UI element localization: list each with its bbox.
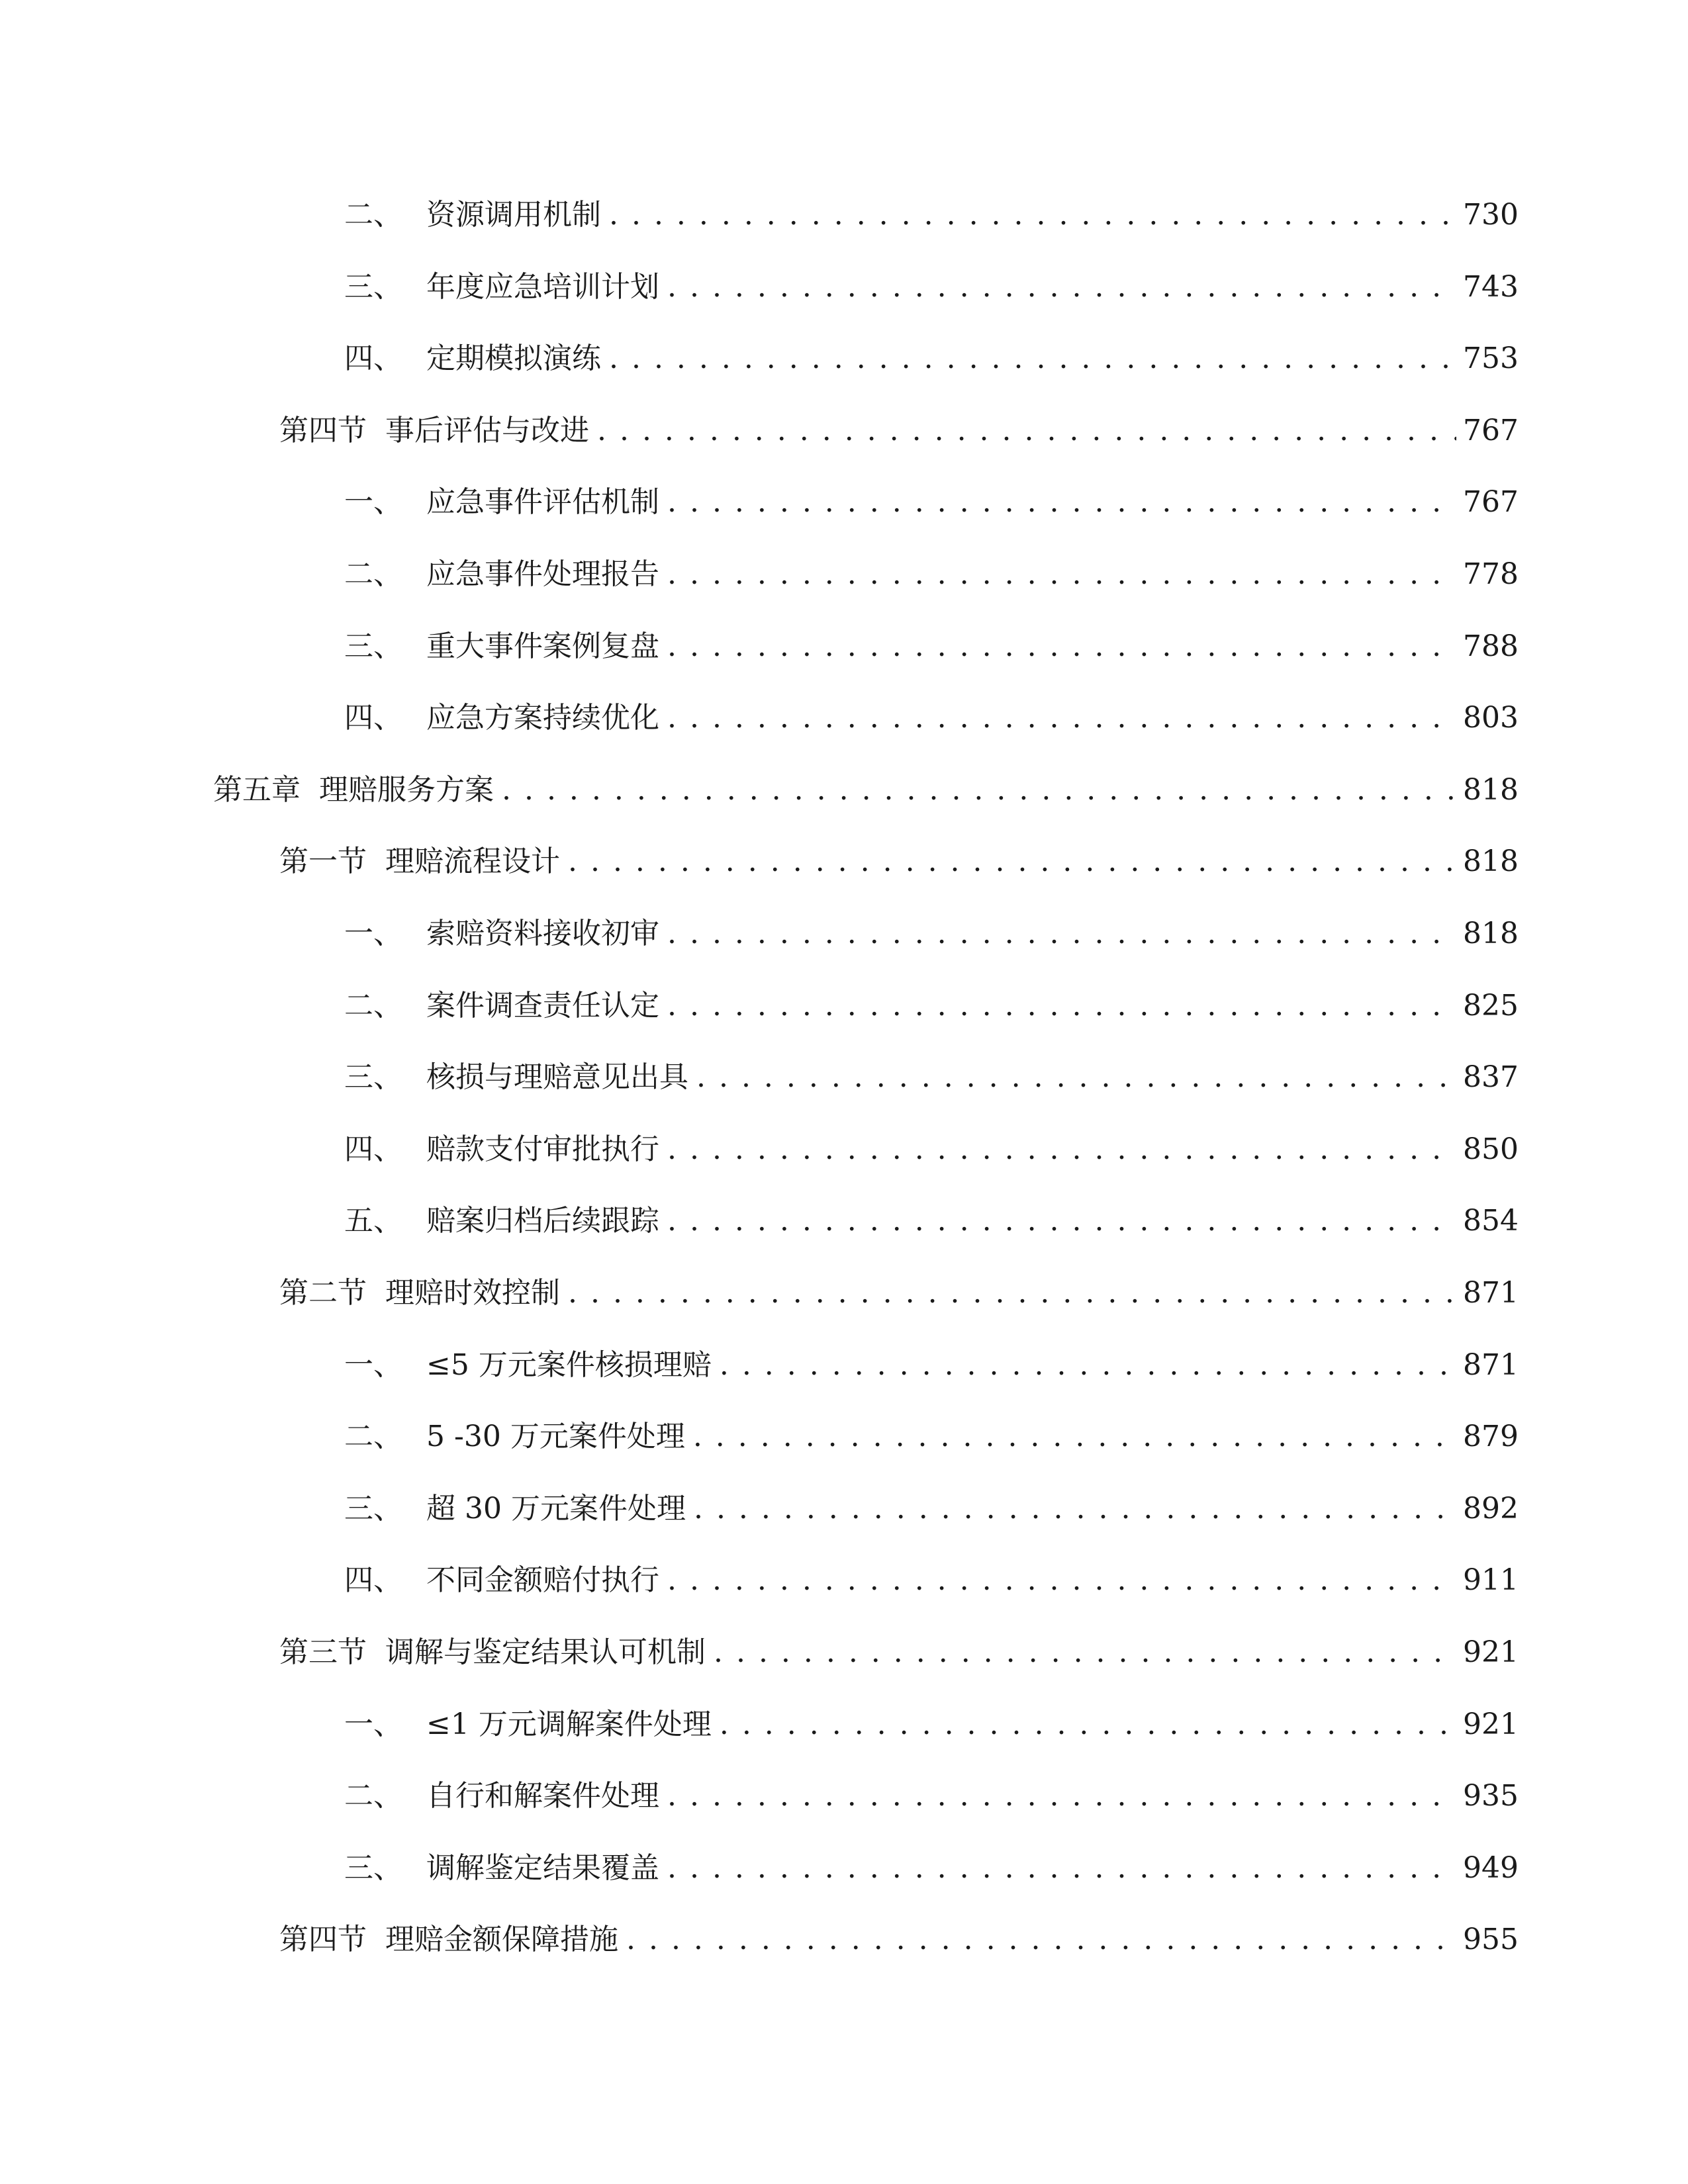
toc-entry-number: 第五章 — [213, 773, 301, 807]
toc-entry[interactable] — [279, 1917, 1519, 1963]
dot-leader — [667, 264, 1456, 310]
toc-entry-page-number: 767 — [1463, 485, 1519, 519]
dot-leader — [667, 479, 1456, 525]
toc-entry-number: 四、 — [344, 341, 402, 375]
toc-entry-title: 赔款支付审批执行 — [426, 1132, 659, 1166]
toc-entry-page-number: 818 — [1463, 844, 1519, 878]
toc-entry-page-number: 911 — [1463, 1563, 1519, 1597]
dot-leader — [667, 623, 1456, 670]
toc-entry-title: 资源调用机制 — [426, 198, 601, 232]
toc-entry[interactable] — [344, 983, 1519, 1029]
toc-entry[interactable] — [344, 1414, 1519, 1460]
toc-entry-title: 重大事件案例复盘 — [426, 629, 659, 663]
dot-leader — [568, 839, 1456, 885]
dot-leader — [667, 551, 1456, 598]
toc-entry[interactable] — [279, 1270, 1519, 1316]
dot-leader — [597, 408, 1456, 454]
toc-entry-page-number: 818 — [1463, 917, 1519, 950]
toc-entry-title: 定期模拟演练 — [426, 341, 601, 375]
toc-entry-page-number: 854 — [1463, 1204, 1519, 1238]
dot-leader — [714, 1629, 1456, 1676]
toc-entry-number: 三、 — [344, 1492, 402, 1525]
toc-entry[interactable] — [344, 336, 1519, 382]
toc-entry[interactable] — [344, 623, 1519, 670]
toc-entry-title: 应急事件处理报告 — [426, 557, 659, 591]
toc-entry-title: 理赔金额保障措施 — [385, 1923, 618, 1956]
toc-entry-number: 二、 — [344, 1420, 402, 1453]
dot-leader — [626, 1917, 1456, 1963]
toc-entry-title: 赔案归档后续跟踪 — [426, 1204, 659, 1238]
dot-leader — [720, 1702, 1456, 1748]
toc-entry[interactable] — [279, 839, 1519, 885]
toc-entry-page-number: 837 — [1463, 1060, 1519, 1094]
toc-entry-number: 第二节 — [279, 1276, 367, 1310]
toc-entry[interactable] — [344, 264, 1519, 310]
toc-entry-title: 案件调查责任认定 — [426, 989, 659, 1023]
dot-leader — [667, 983, 1456, 1029]
toc-entry-number: 第三节 — [279, 1635, 367, 1669]
toc-entry[interactable] — [344, 551, 1519, 598]
toc-entry-page-number: 921 — [1463, 1635, 1519, 1669]
toc-entry-page-number: 935 — [1463, 1779, 1519, 1813]
toc-entry-number: 五、 — [344, 1204, 402, 1238]
toc-entry-number: 三、 — [344, 1851, 402, 1885]
toc-entry[interactable] — [344, 1702, 1519, 1748]
toc-entry-page-number: 818 — [1463, 773, 1519, 807]
toc-entry-page-number: 753 — [1463, 341, 1519, 375]
toc-entry-number: 一、 — [344, 1348, 402, 1382]
toc-entry-number: 二、 — [344, 989, 402, 1023]
toc-entry-title: 调解鉴定结果覆盖 — [426, 1851, 659, 1885]
toc-entry[interactable] — [279, 408, 1519, 454]
toc-entry-title: 核损与理赔意见出具 — [426, 1060, 688, 1094]
toc-entry[interactable] — [344, 695, 1519, 741]
toc-entry-title: 索赔资料接收初审 — [426, 917, 659, 950]
toc-entry-number: 四、 — [344, 701, 402, 735]
toc-entry-page-number: 879 — [1463, 1420, 1519, 1453]
toc-entry-number: 二、 — [344, 1779, 402, 1813]
dot-leader — [667, 1126, 1456, 1173]
toc-entry-page-number: 778 — [1463, 557, 1519, 591]
dot-leader — [696, 1054, 1456, 1101]
toc-entry-title: 不同金额赔付执行 — [426, 1563, 659, 1597]
toc-entry-title: 应急事件评估机制 — [426, 485, 659, 519]
toc-entry-number: 一、 — [344, 1707, 402, 1741]
toc-entry-title: 年度应急培训计划 — [426, 270, 659, 304]
toc-entry-number: 第四节 — [279, 1923, 367, 1956]
toc-entry-title: 应急方案持续优化 — [426, 701, 659, 735]
dot-leader — [667, 695, 1456, 741]
dot-leader — [720, 1342, 1456, 1388]
toc-entry-number: 二、 — [344, 557, 402, 591]
toc-entry-title: 理赔流程设计 — [385, 844, 560, 878]
toc-entry-page-number: 788 — [1463, 629, 1519, 663]
dot-leader — [667, 1557, 1456, 1604]
toc-entry-page-number: 825 — [1463, 989, 1519, 1023]
dot-leader — [609, 336, 1456, 382]
toc-entry-number: 三、 — [344, 629, 402, 663]
toc-entry[interactable] — [344, 1198, 1519, 1244]
toc-entry-page-number: 871 — [1463, 1348, 1519, 1382]
toc-entry-number: 第一节 — [279, 844, 367, 878]
toc-entry[interactable] — [344, 1486, 1519, 1532]
toc-entry-number: 三、 — [344, 270, 402, 304]
toc-entry-title: 理赔服务方案 — [319, 773, 494, 807]
toc-entry-page-number: 803 — [1463, 701, 1519, 735]
dot-leader — [667, 1845, 1456, 1891]
toc-entry[interactable] — [344, 911, 1519, 957]
toc-entry-number: 二、 — [344, 198, 402, 232]
toc-entry-number: 一、 — [344, 917, 402, 950]
dot-leader — [609, 192, 1456, 238]
toc-entry[interactable] — [344, 1342, 1519, 1388]
dot-leader — [667, 911, 1456, 957]
toc-entry[interactable] — [344, 1054, 1519, 1101]
toc-entry-title: 超 30 万元案件处理 — [426, 1492, 686, 1525]
toc-entry-page-number: 730 — [1463, 198, 1519, 232]
toc-entry-title: ≤5 万元案件核损理赔 — [426, 1348, 712, 1382]
toc-entry[interactable] — [344, 192, 1519, 238]
dot-leader — [667, 1773, 1456, 1819]
toc-entry[interactable] — [213, 767, 1519, 813]
toc-entry-title: 自行和解案件处理 — [426, 1779, 659, 1813]
dot-leader — [693, 1414, 1456, 1460]
toc-entry[interactable] — [279, 1629, 1519, 1676]
toc-entry-title: ≤1 万元调解案件处理 — [426, 1707, 712, 1741]
toc-entry[interactable] — [344, 1845, 1519, 1891]
toc-entry-title: 5 -30 万元案件处理 — [426, 1420, 685, 1453]
toc-entry[interactable] — [344, 1126, 1519, 1173]
toc-entry-number: 四、 — [344, 1563, 402, 1597]
toc-entry-page-number: 871 — [1463, 1276, 1519, 1310]
toc-entry[interactable] — [344, 479, 1519, 525]
toc-entry-number: 四、 — [344, 1132, 402, 1166]
dot-leader — [694, 1486, 1456, 1532]
toc-entry-page-number: 949 — [1463, 1851, 1519, 1885]
toc-entry-page-number: 921 — [1463, 1707, 1519, 1741]
toc-entry-number: 第四节 — [279, 414, 367, 447]
toc-entry-title: 理赔时效控制 — [385, 1276, 560, 1310]
toc-entry-page-number: 767 — [1463, 414, 1519, 447]
toc-entry-page-number: 743 — [1463, 270, 1519, 304]
toc-entry[interactable] — [344, 1773, 1519, 1819]
toc-entry-page-number: 850 — [1463, 1132, 1519, 1166]
dot-leader — [568, 1270, 1456, 1316]
toc-entry-page-number: 955 — [1463, 1923, 1519, 1956]
toc-entry[interactable] — [344, 1557, 1519, 1604]
dot-leader — [502, 767, 1456, 813]
toc-entry-page-number: 892 — [1463, 1492, 1519, 1525]
toc-entry-title: 事后评估与改进 — [385, 414, 589, 447]
toc-entry-number: 三、 — [344, 1060, 402, 1094]
toc-entry-number: 一、 — [344, 485, 402, 519]
toc-entry-title: 调解与鉴定结果认可机制 — [385, 1635, 706, 1669]
dot-leader — [667, 1198, 1456, 1244]
